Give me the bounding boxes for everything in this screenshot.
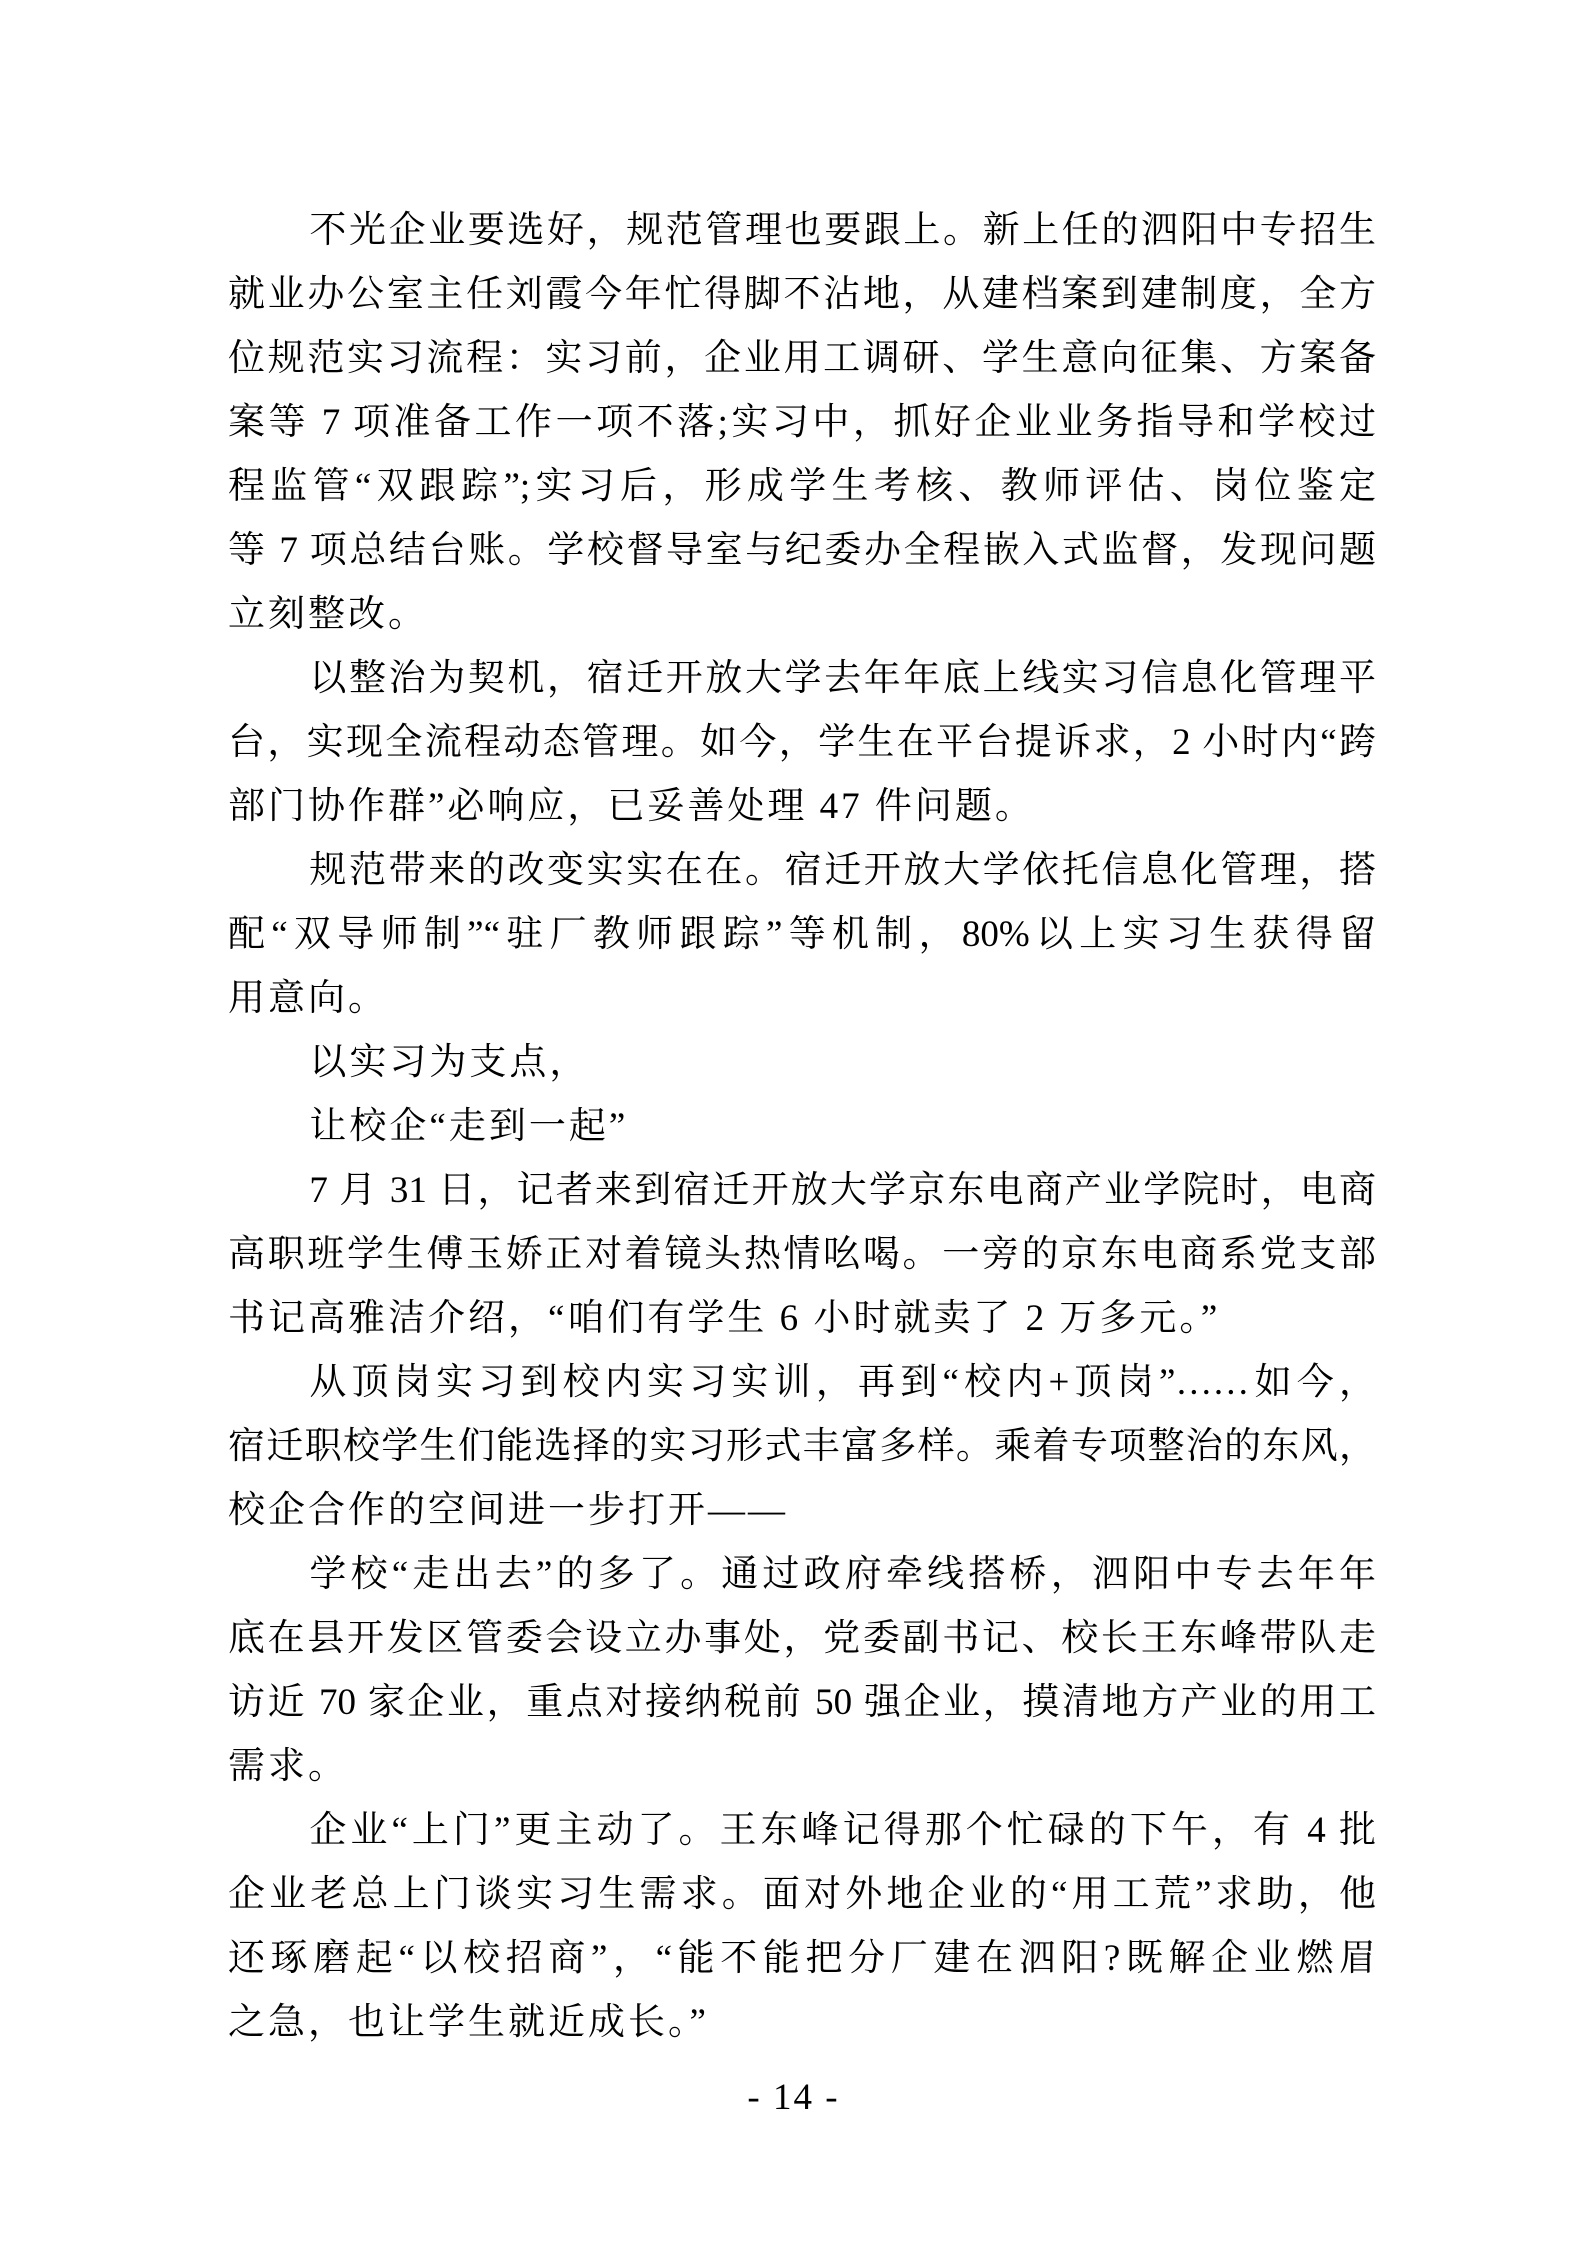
text-line: 之急，也让学生就近成长。”	[228, 2002, 709, 2043]
text-line: 用意向。	[228, 978, 388, 1019]
text-line: 校企合作的空间进一步打开——	[228, 1490, 788, 1531]
text-line: 以整治为契机，宿迁开放大学去年年底上线实习信息化管理平	[309, 658, 1376, 699]
text-line: 底在县开发区管委会设立办事处，党委副书记、校长王东峰带队走	[228, 1618, 1376, 1659]
text-line: 等 7 项总结台账。学校督导室与纪委办全程嵌入式监督，发现问题	[228, 530, 1376, 571]
page-number: - 14 -	[747, 2077, 840, 2118]
text-line: 企业老总上门谈实习生需求。面对外地企业的“用工荒”求助，他	[228, 1874, 1376, 1915]
text-line: 学校“走出去”的多了。通过政府牵线搭桥，泗阳中专去年年	[309, 1554, 1376, 1595]
text-line: 宿迁职校学生们能选择的实习形式丰富多样。乘着专项整治的东风，	[228, 1426, 1376, 1467]
text-line: 高职班学生傅玉娇正对着镜头热情吆喝。一旁的京东电商系党支部	[228, 1234, 1376, 1275]
text-line: 规范带来的改变实实在在。宿迁开放大学依托信息化管理，搭	[309, 850, 1376, 891]
text-line: 让校企“走到一起”	[309, 1106, 629, 1147]
text-line: 配“双导师制”“驻厂教师跟踪”等机制，80%以上实习生获得留	[228, 914, 1376, 955]
text-line: 不光企业要选好，规范管理也要跟上。新上任的泗阳中专招生	[309, 210, 1376, 251]
page-footer	[0, 2076, 1587, 2120]
text-line: 台，实现全流程动态管理。如今，学生在平台提诉求，2 小时内“跨	[228, 722, 1376, 763]
document-body	[228, 199, 1376, 2055]
text-line: 7 月 31 日，记者来到宿迁开放大学京东电商产业学院时，电商	[309, 1170, 1376, 1211]
text-line: 位规范实习流程：实习前，企业用工调研、学生意向征集、方案备	[228, 338, 1376, 379]
text-line: 还琢磨起“以校招商”，“能不能把分厂建在泗阳?既解企业燃眉	[228, 1938, 1376, 1979]
text-line: 程监管“双跟踪”;实习后，形成学生考核、教师评估、岗位鉴定	[228, 466, 1376, 507]
text-line: 访近 70 家企业，重点对接纳税前 50 强企业，摸清地方产业的用工	[228, 1682, 1376, 1723]
text-line: 书记高雅洁介绍，“咱们有学生 6 小时就卖了 2 万多元。”	[228, 1298, 1221, 1339]
text-line: 案等 7 项准备工作一项不落;实习中，抓好企业业务指导和学校过	[228, 402, 1376, 443]
text-line: 从顶岗实习到校内实习实训，再到“校内+顶岗”……如今，	[309, 1362, 1376, 1403]
text-line: 立刻整改。	[228, 594, 428, 635]
text-line: 企业“上门”更主动了。王东峰记得那个忙碌的下午，有 4 批	[309, 1810, 1376, 1851]
text-line: 以实习为支点，	[309, 1042, 590, 1083]
text-line: 需求。	[228, 1746, 348, 1787]
text-line: 就业办公室主任刘霞今年忙得脚不沾地，从建档案到建制度，全方	[228, 274, 1376, 315]
text-line: 部门协作群”必响应，已妥善处理 47 件问题。	[228, 786, 1035, 827]
